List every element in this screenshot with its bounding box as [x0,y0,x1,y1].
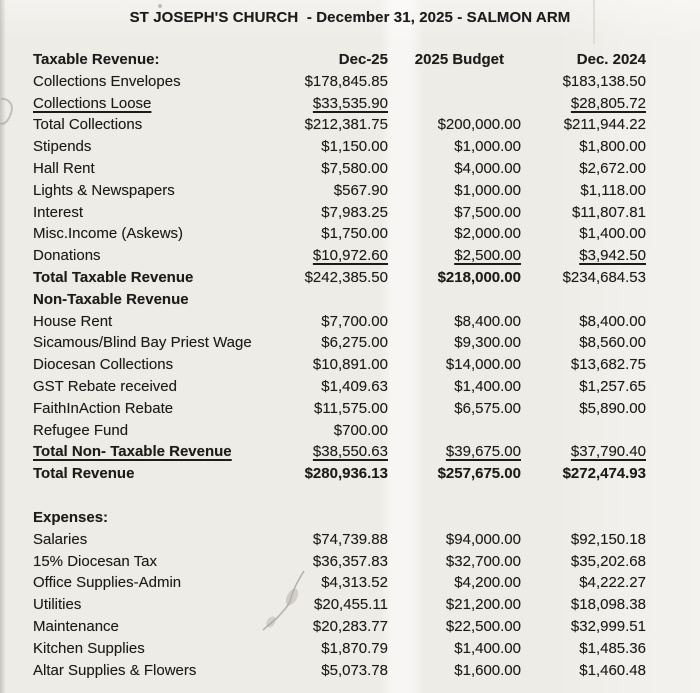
amount-dec25: $6,275.00 [321,334,388,352]
amount-dec25: $700.00 [333,421,388,439]
table-row [33,572,700,594]
table-row [33,529,700,551]
row-label: Lights & Newspapers [33,181,175,199]
amount-dec2024: $2,672.00 [579,159,646,177]
amount-dec25 [300,289,388,311]
table-row [33,267,700,289]
amount-budget: $14,000.00 [445,356,521,374]
row-label: Total Taxable Revenue [33,268,194,286]
amount-budget: $2,500.00 [454,247,521,265]
amount-budget: $1,400.00 [454,377,521,395]
amount-dec25: $7,983.25 [321,203,388,221]
row-label: Maintenance [33,617,119,635]
amount-dec2024: $11,807.81 [572,203,646,221]
table-row [33,594,700,616]
amount-dec25: $38,550.63 [312,443,388,461]
amount-budget: $1,600.00 [454,661,521,679]
row-label: Stipends [33,138,92,156]
amount-budget: $32,700.00 [445,552,521,570]
table-row [33,158,700,180]
amount-dec2024: $5,890.00 [579,399,646,417]
amount-dec25: $33,535.90 [312,94,388,112]
row-label: FaithInAction Rebate [33,399,174,417]
amount-dec25: $11,575.00 [314,399,388,417]
table-row [33,93,700,115]
amount-dec2024: $92,150.18 [570,530,646,548]
amount-budget [388,71,521,93]
amount-dec25: $7,580.00 [321,159,388,177]
table-row [33,311,700,333]
table-row [33,354,700,376]
amount-dec2024: $1,257.65 [579,377,646,395]
financial-table [0,49,700,681]
row-label: Kitchen Supplies [33,639,145,657]
table-row [33,223,700,245]
document-title: ST JOSEPH'S CHURCH - December 31, 2025 - SALMON ARM [129,9,571,26]
amount-dec25: $7,700.00 [321,312,388,330]
column-header-budget: 2025 Budget [414,51,504,68]
row-label: Sicamous/Blind Bay Priest Wage [33,334,252,352]
table-row [33,463,700,485]
amount-budget: $4,000.00 [454,159,521,177]
row-label: Donations [33,247,101,265]
amount-dec2024: $183,138.50 [562,72,646,90]
row-label: Interest [33,203,84,221]
amount-budget: $218,000.00 [437,268,521,286]
amount-dec25: $5,073.78 [321,661,388,679]
amount-dec2024 [521,420,646,442]
column-header-dec2024: Dec. 2024 [576,51,646,68]
column-header-dec25: Dec-25 [338,51,388,68]
amount-dec25: $20,283.77 [312,617,388,635]
amount-dec2024: $18,098.38 [570,596,646,614]
amount-dec2024: $8,400.00 [579,312,646,330]
amount-budget: $2,000.00 [454,225,521,243]
amount-dec2024: $37,790.40 [570,443,646,461]
table-row [33,398,700,420]
table-header-row [33,49,700,71]
amount-dec2024 [521,507,646,529]
amount-budget: $7,500.00 [454,203,521,221]
table-row [33,289,700,311]
table-row [33,71,700,93]
amount-budget [388,507,521,529]
table-row [33,551,700,573]
table-row [33,441,700,463]
amount-dec25: $1,409.63 [321,377,388,395]
table-row [33,507,700,529]
row-label: Total Non- Taxable Revenue [33,443,232,461]
amount-dec2024: $1,485.36 [579,639,646,657]
row-label: Salaries [33,530,88,548]
amount-budget: $39,675.00 [445,443,521,461]
amount-dec25: $4,313.52 [321,574,388,592]
table-row [33,245,700,267]
amount-dec25: $1,870.79 [321,639,388,657]
amount-dec25: $10,972.60 [312,247,388,265]
amount-budget: $21,200.00 [445,596,521,614]
table-row [33,420,700,442]
amount-dec25: $10,891.00 [312,356,388,374]
amount-dec25: $20,455.11 [314,596,388,614]
amount-budget: $1,000.00 [454,181,521,199]
table-row [33,616,700,638]
row-label: Refugee Fund [33,421,129,439]
amount-dec25: $1,150.00 [321,138,388,156]
amount-budget [388,93,521,115]
table-row [33,202,700,224]
row-label: Expenses: [33,508,109,526]
row-label: GST Rebate received [33,377,177,395]
row-label: Diocesan Collections [33,356,174,374]
amount-dec25: $74,739.88 [312,530,388,548]
amount-budget: $8,400.00 [454,312,521,330]
amount-dec2024: $32,999.51 [570,617,646,635]
row-label: Misc.Income (Askews) [33,225,184,243]
amount-budget: $6,575.00 [454,399,521,417]
amount-dec2024: $1,460.48 [579,661,646,679]
row-label: Altar Supplies & Flowers [33,661,197,679]
amount-dec25: $178,845.85 [304,72,388,90]
amount-dec2024: $3,942.50 [579,247,646,265]
amount-dec2024: $35,202.68 [570,552,646,570]
row-label: Total Revenue [33,465,135,483]
amount-budget: $22,500.00 [445,617,521,635]
amount-budget: $1,400.00 [454,639,521,657]
amount-dec2024: $1,400.00 [579,225,646,243]
amount-dec25: $242,385.50 [304,268,388,286]
amount-dec25: $280,936.13 [304,465,388,483]
amount-dec2024: $234,684.53 [562,268,646,286]
amount-budget: $4,200.00 [454,574,521,592]
amount-budget: $1,000.00 [454,138,521,156]
amount-budget [388,420,521,442]
amount-dec25: $212,381.75 [304,116,388,134]
row-label: Collections Envelopes [33,72,181,90]
row-label: Utilities [33,596,82,614]
table-row [33,638,700,660]
table-row [33,180,700,202]
amount-budget: $200,000.00 [437,116,521,134]
table-row [33,376,700,398]
amount-dec25: $1,750.00 [321,225,388,243]
amount-budget: $94,000.00 [445,530,521,548]
amount-budget: $257,675.00 [437,465,521,483]
amount-dec2024: $272,474.93 [562,465,646,483]
row-label: House Rent [33,312,113,330]
row-label: Hall Rent [33,159,95,177]
amount-dec2024: $211,944.22 [563,116,646,134]
row-label: Collections Loose [33,94,152,112]
amount-dec25: $567.90 [333,181,388,199]
amount-budget: $9,300.00 [454,334,521,352]
table-row [33,114,700,136]
table-row [33,136,700,158]
table-row [33,332,700,354]
amount-dec2024 [521,289,646,311]
amount-dec2024: $28,805.72 [570,94,646,112]
table-body [33,71,700,682]
amount-dec2024: $1,118.00 [580,181,646,199]
amount-dec25: $36,357.83 [312,552,388,570]
row-label: Non-Taxable Revenue [33,290,189,308]
amount-dec25 [300,507,388,529]
column-header-section: Taxable Revenue: [33,51,160,68]
amount-dec2024: $13,682.75 [570,356,646,374]
table-spacer [33,485,700,507]
row-label: Office Supplies-Admin [33,574,182,592]
row-label: Total Collections [33,116,143,134]
amount-budget [388,289,521,311]
table-row [33,660,700,682]
amount-dec2024: $1,800.00 [579,138,646,156]
amount-dec2024: $4,222.27 [579,574,646,592]
amount-dec2024: $8,560.00 [579,334,646,352]
row-label: 15% Diocesan Tax [33,552,157,570]
